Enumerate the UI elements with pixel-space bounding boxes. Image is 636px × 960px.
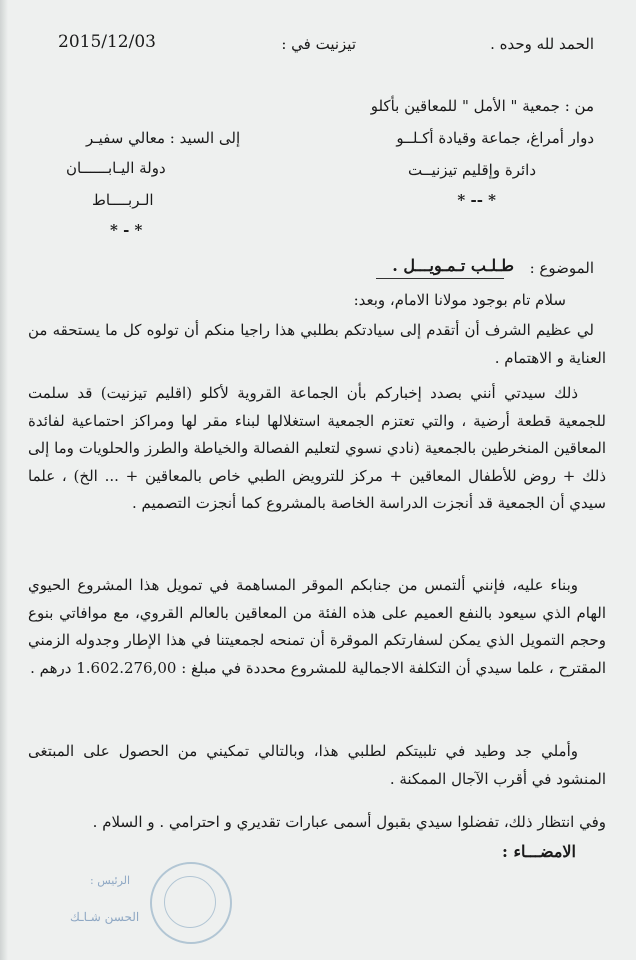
subject-label: الموضوع : bbox=[529, 259, 594, 277]
recipient-mark: * - * bbox=[110, 221, 143, 239]
paragraph-3: وبناء عليه، فإنني ألتمس من جنابكم الموقر المساهمة في تمويل هذا المشروع الحيوي الهام الذي سيعود بالنفع العميم على هذه الفئة من المعاقين بالعالم القروي، مع موافاتي بنوع وحجم التمويل الذي يمكن لسفارتكم الموقرة أن تمنحه لجمعيتنا في هذا الإطار وجدوله الزمني المقترح ، علما سيدي أن التكلفة الاجمالية للمشروع محددة في مبلغ : 1.602.276,00 درهم . bbox=[28, 576, 606, 677]
recipient-line-3: الـربــــاط bbox=[92, 191, 154, 209]
subject-value: طـلـب تـمـويـــل . bbox=[392, 256, 514, 275]
paragraph-2: ذلك سيدتي أنني بصدد إخباركم بأن الجماعة القروية لأكلو (اقليم تيزنيت) قد سلمت للجمعية قطعة أرضية ، والتي تعتزم الجمعية استغلالها لبناء مقر لها ومراكز احتماعية لفائدة المعاقين المنخرطين بالجمعية (نادي نسوي لتعليم الفصالة والخياطة والطرز والحلويات وما إلى ذلك + روض للأطفال المعاقين + مركز للترويض الطبي خاص بالمعاقين + ... الخ) ، علما سيدي أن الجمعية قد أنجزت الدراسة الخاصة بالمشروع كما أنجزت التصميم . bbox=[28, 384, 606, 512]
stamp-name: الحسن شـاـك bbox=[70, 910, 140, 924]
sender-line-3: دائرة وإقليم تيزنيــت bbox=[408, 161, 536, 179]
date-label: تيزنيت في : bbox=[281, 35, 356, 53]
date-value: 2015/12/03 bbox=[58, 32, 156, 52]
association-seal bbox=[150, 862, 232, 944]
subject-underline bbox=[376, 278, 504, 279]
recipient-line-1: إلى السيد : معالي سفيـر bbox=[86, 129, 241, 147]
praise-line: الحمد لله وحده . bbox=[490, 35, 594, 53]
recipient-line-2: دولة اليـابــــــان bbox=[66, 159, 166, 177]
scan-edge bbox=[0, 0, 8, 960]
sender-line-1: من : جمعية " الأمل " للمعاقين بأكلو bbox=[370, 97, 594, 115]
stamp-title: الرئيس : bbox=[90, 874, 131, 887]
sender-mark: * -- * bbox=[457, 191, 496, 209]
paragraph-1: لي عظيم الشرف أن أتقدم إلى سيادتكم بطلبي هذا راجيا منكم أن تولوه كل ما يستحقه من العناية و الاهتمام . bbox=[28, 321, 606, 367]
seal-inner-ring bbox=[164, 876, 216, 928]
closing-line: وفي انتظار ذلك، تفضلوا سيدي بقبول أسمى عبارات تقديري و احترامي . و السلام . bbox=[92, 813, 606, 831]
greeting: سلام تام بوجود مولانا الامام، وبعد: bbox=[353, 291, 566, 309]
sender-line-2: دوار أمراغ، جماعة وقيادة أكـلــو bbox=[396, 129, 594, 147]
paragraph-4: وأملي جد وطيد في تلبيتكم لطلبي هذا، وبالتالي تمكيني من الحصول على المبتغى المنشود في أقرب الآجال الممكنة . bbox=[28, 742, 606, 788]
signature-label: الامضـــاء : bbox=[502, 842, 576, 861]
